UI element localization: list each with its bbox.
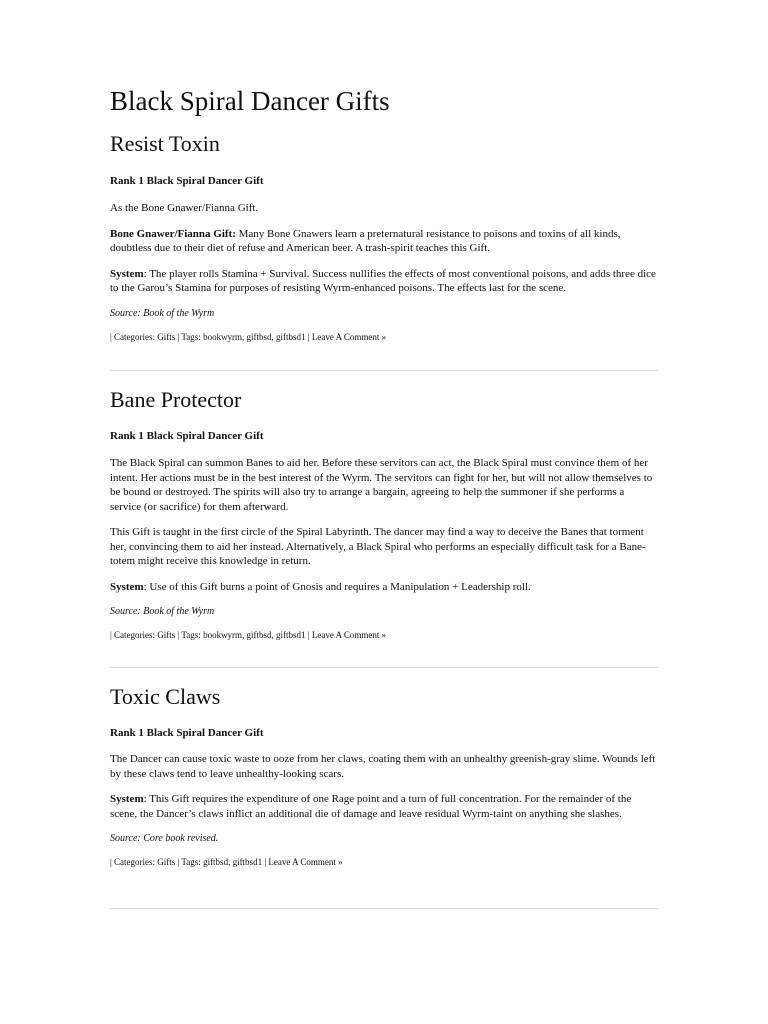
paragraph-text: : This Gift requires the expenditure of one Rage point and a turn of full concentration. For the remainder of the scene, the Dancer’s claws inflict an additional die of damage and leave residual Wyrm-taint on anything she slashes. <box>110 793 632 820</box>
entry-meta <box>110 331 658 343</box>
entry-title[interactable]: Resist Toxin <box>110 131 220 156</box>
leave-comment-link[interactable]: Leave A Comment » <box>311 630 387 640</box>
entry-rank: Rank 1 Black Spiral Dancer Gift <box>110 727 264 739</box>
leave-comment-link[interactable]: Leave A Comment » <box>311 331 387 342</box>
entry-paragraph <box>110 267 658 296</box>
tags-prefix: | Tags: <box>175 331 204 342</box>
entry-paragraph: As the Bone Gnawer/Fianna Gift. <box>110 202 259 214</box>
tags-prefix: | Tags: <box>175 857 204 867</box>
category-link[interactable]: Gifts <box>157 331 176 342</box>
tags-links[interactable]: bookwyrm, giftbsd, giftbsd1 <box>203 630 306 640</box>
meta-separator: | <box>305 630 312 640</box>
entry-paragraph: The Dancer can cause toxic waste to ooze from her claws, coating them with an unhealthy greenish-gray slime. Wounds left by these claws tend to leave unhealthy-looking scars. <box>110 753 656 780</box>
entry-paragraph: The Black Spiral can summon Banes to aid her. Before these servitors can act, the Black Spiral must convince them of her intent. Her actions must be in the best interest of the Wyrm. The servitors can fight for her, but will not allow themselves to be bound or destroyed. The spirits will also try to arrange a bargain, agreeing to help the summoner if she performs a service (or sacrifice) for them afterward. <box>110 457 653 513</box>
entry-title[interactable]: Bane Protector <box>110 387 242 412</box>
meta-separator: | <box>305 331 312 342</box>
page-title: Black Spiral Dancer Gifts <box>110 86 390 116</box>
gift-entry-bane-protector <box>110 386 658 641</box>
paragraph-text: : The player rolls Stamina + Survival. Success nullifies the effects of most conventional poisons, and adds three dice to the Garou’s Stamina for purposes of resisting Wyrm-enhanced poisons. The effects last for the scene. <box>110 267 656 294</box>
entry-paragraph <box>110 227 658 256</box>
gift-entry-resist-toxin <box>110 130 658 343</box>
entry-divider <box>110 667 658 668</box>
entry-source: Source: Book of the Wyrm <box>110 606 215 617</box>
entry-paragraph: This Gift is taught in the first circle of the Spiral Labyrinth. The dancer may find a way to deceive the Banes that torment her, convincing them to aid her instead. Alternatively, a Black Spiral who performs an especially difficult task for a Bane-totem might receive this knowledge in return. <box>110 526 646 567</box>
entry-paragraph <box>110 580 658 595</box>
categories-prefix: | Categories: <box>110 331 158 342</box>
entry-meta <box>110 856 658 868</box>
tags-links[interactable]: giftbsd, giftbsd1 <box>203 857 263 867</box>
entry-rank: Rank 1 Black Spiral Dancer Gift <box>110 175 264 187</box>
paragraph-text: Many Bone Gnawers learn a preternatural resistance to poisons and toxins of all kinds, doubtless due to their diet of refuse and American beer. A trash-spirit teaches this Gift. <box>110 227 621 254</box>
entry-divider <box>110 370 658 371</box>
tags-links[interactable]: bookwyrm, giftbsd, giftbsd1 <box>203 331 306 342</box>
paragraph-lead: Bone Gnawer/Fianna Gift: <box>110 227 236 240</box>
entry-rank: Rank 1 Black Spiral Dancer Gift <box>110 430 264 442</box>
gift-entry-toxic-claws <box>110 683 658 868</box>
leave-comment-link[interactable]: Leave A Comment » <box>268 857 343 867</box>
paragraph-lead: System <box>110 793 144 805</box>
paragraph-text: : Use of this Gift burns a point of Gnosis and requires a Manipulation + Leadership roll. <box>143 580 531 593</box>
entry-title[interactable]: Toxic Claws <box>110 684 221 709</box>
meta-separator: | <box>262 857 269 867</box>
categories-prefix: | Categories: <box>110 630 158 640</box>
categories-prefix: | Categories: <box>110 857 158 867</box>
paragraph-lead: System <box>110 267 144 280</box>
category-link[interactable]: Gifts <box>157 630 176 640</box>
entry-meta <box>110 629 658 641</box>
entry-source: Source: Core book revised. <box>110 833 219 844</box>
entry-divider <box>110 908 658 909</box>
entry-paragraph <box>110 792 658 821</box>
category-link[interactable]: Gifts <box>157 857 176 867</box>
entry-source: Source: Book of the Wyrm <box>110 307 215 319</box>
tags-prefix: | Tags: <box>175 630 204 640</box>
paragraph-lead: System <box>110 580 144 593</box>
